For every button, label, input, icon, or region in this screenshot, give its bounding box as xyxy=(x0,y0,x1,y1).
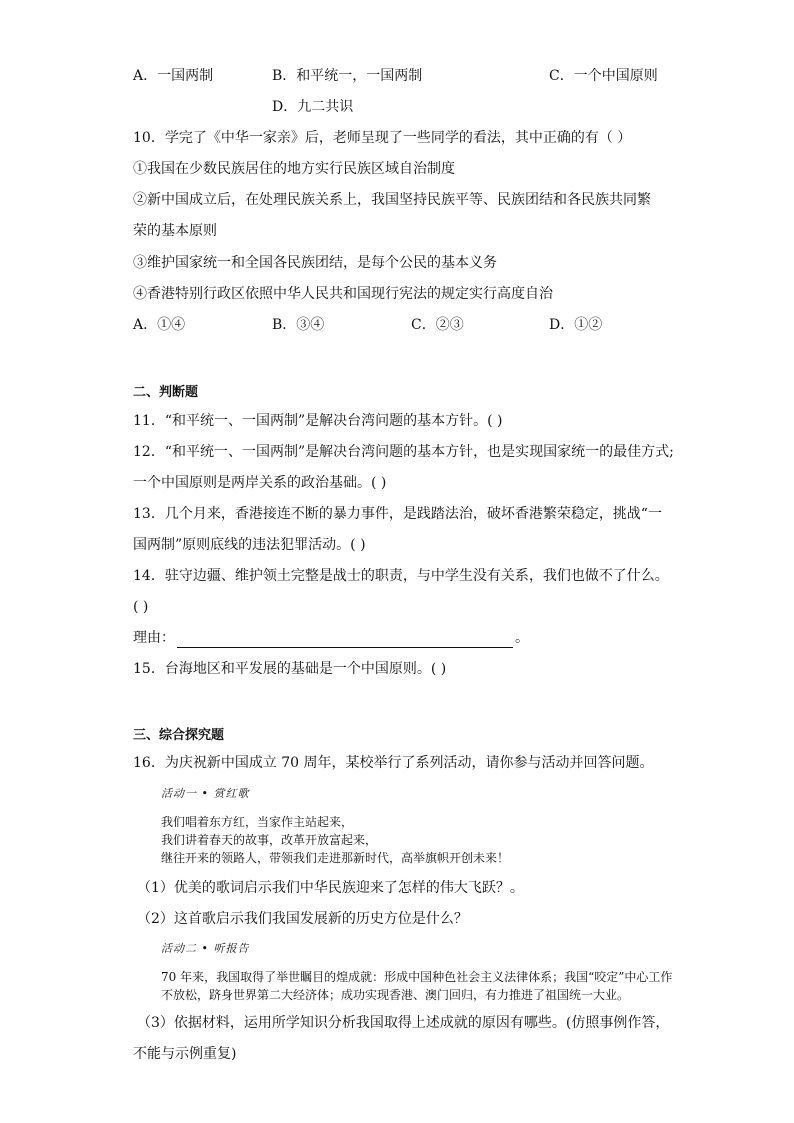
q11: 11．“和平统一、一国两制”是解决台湾问题的基本方针。( ) xyxy=(133,413,503,429)
q16-sub-1: （1）优美的歌词启示我们中华民族迎来了怎样的伟大飞跃？。 xyxy=(137,880,524,896)
section-3-title: 三、综合探究题 xyxy=(133,728,225,743)
q12: 12．“和平统一、一国两制”是解决台湾问题的基本方针，也是实现国家统一的最佳方式; xyxy=(133,444,674,460)
reason-label: 理由： xyxy=(133,630,175,646)
q16-sub-3: （3）依据材料，运用所学知识分析我国取得上述成就的原因有哪些。(仿照事例作答， xyxy=(137,1015,670,1031)
report-line-2: 不放松，跻身世界第二大经济体；成功实现香港、澳门回归，有力推进了祖国统一大业。 xyxy=(161,988,630,1002)
q10-item-4: ④香港特别行政区依照中华人民共和国现行宪法的规定实行高度自治 xyxy=(133,286,553,302)
report-line-1: 70 年来，我国取得了举世瞩目的煌成就：形成中国种色社会主义法律体系；我国“咬定”中心工作 xyxy=(161,970,673,984)
q13: 13．几个月来，香港接连不断的暴力事件，是践踏法治，破坏香港繁荣稳定，挑战“一 xyxy=(133,506,662,522)
q16-stem: 16．为庆祝新中国成立 70 周年，某校举行了系列活动，请你参与活动并回答问题。 xyxy=(133,755,654,771)
q10-stem: 10．学完了《中华一家亲》后，老师呈现了一些同学的看法，其中正确的有（ ） xyxy=(133,130,632,146)
q14: 14．驻守边疆、维护领土完整是战士的职责，与中学生没有关系，我们也做不了什么。 xyxy=(133,568,669,584)
lyric-line-1: 我们唱着东方红，当家作主站起来， xyxy=(161,815,354,829)
q10-option-a: A．①④ xyxy=(133,317,186,333)
q10-option-b: B．③④ xyxy=(272,317,325,333)
activity-1-title: 活动一 • 赏红歌 xyxy=(161,787,250,800)
q9-option-a: A．一国两制 xyxy=(133,68,214,84)
q9-option-b: B．和平统一，一国两制 xyxy=(272,68,423,84)
q9-option-c: C．一个中国原则 xyxy=(549,68,658,84)
q10-option-c: C．②③ xyxy=(411,317,464,333)
q12-cont: 一个中国原则是两岸关系的政治基础。( ) xyxy=(133,475,387,491)
section-2-title: 二、判断题 xyxy=(133,385,199,400)
lyric-line-3: 继往开来的领路人，带领我们走进那新时代，高举旗帜开创未来！ xyxy=(161,851,510,865)
q14-bracket: ( ) xyxy=(133,599,149,615)
reason-end: 。 xyxy=(515,630,529,646)
q9-option-d: D．九二共识 xyxy=(272,99,354,115)
activity-2-title: 活动二 • 听报告 xyxy=(161,942,250,955)
q16-sub-2: （2）这首歌启示我们我国发展新的历史方位是什么？ xyxy=(137,911,468,927)
lyric-line-2: 我们讲着春天的故事，改革开放富起来， xyxy=(161,833,378,847)
q14-reason-line xyxy=(133,628,529,648)
q10-item-1: ①我国在少数民族居住的地方实行民族区域自治制度 xyxy=(133,161,455,177)
q13-cont: 国两制”原则底线的违法犯罪活动。( ) xyxy=(133,537,366,553)
q15: 15．台海地区和平发展的基础是一个中国原则。( ) xyxy=(133,661,447,677)
q16-sub-3-cont: 不能与示例重复) xyxy=(133,1046,237,1062)
reason-blank[interactable] xyxy=(177,632,513,648)
q10-item-2-cont: 荣的基本原则 xyxy=(133,223,217,239)
q10-item-3: ③维护国家统一和全国各民族团结，是每个公民的基本义务 xyxy=(133,255,497,271)
q10-item-2: ②新中国成立后，在处理民族关系上，我国坚持民族平等、民族团结和各民族共同繁 xyxy=(133,192,651,208)
q10-option-d: D．①② xyxy=(549,317,603,333)
